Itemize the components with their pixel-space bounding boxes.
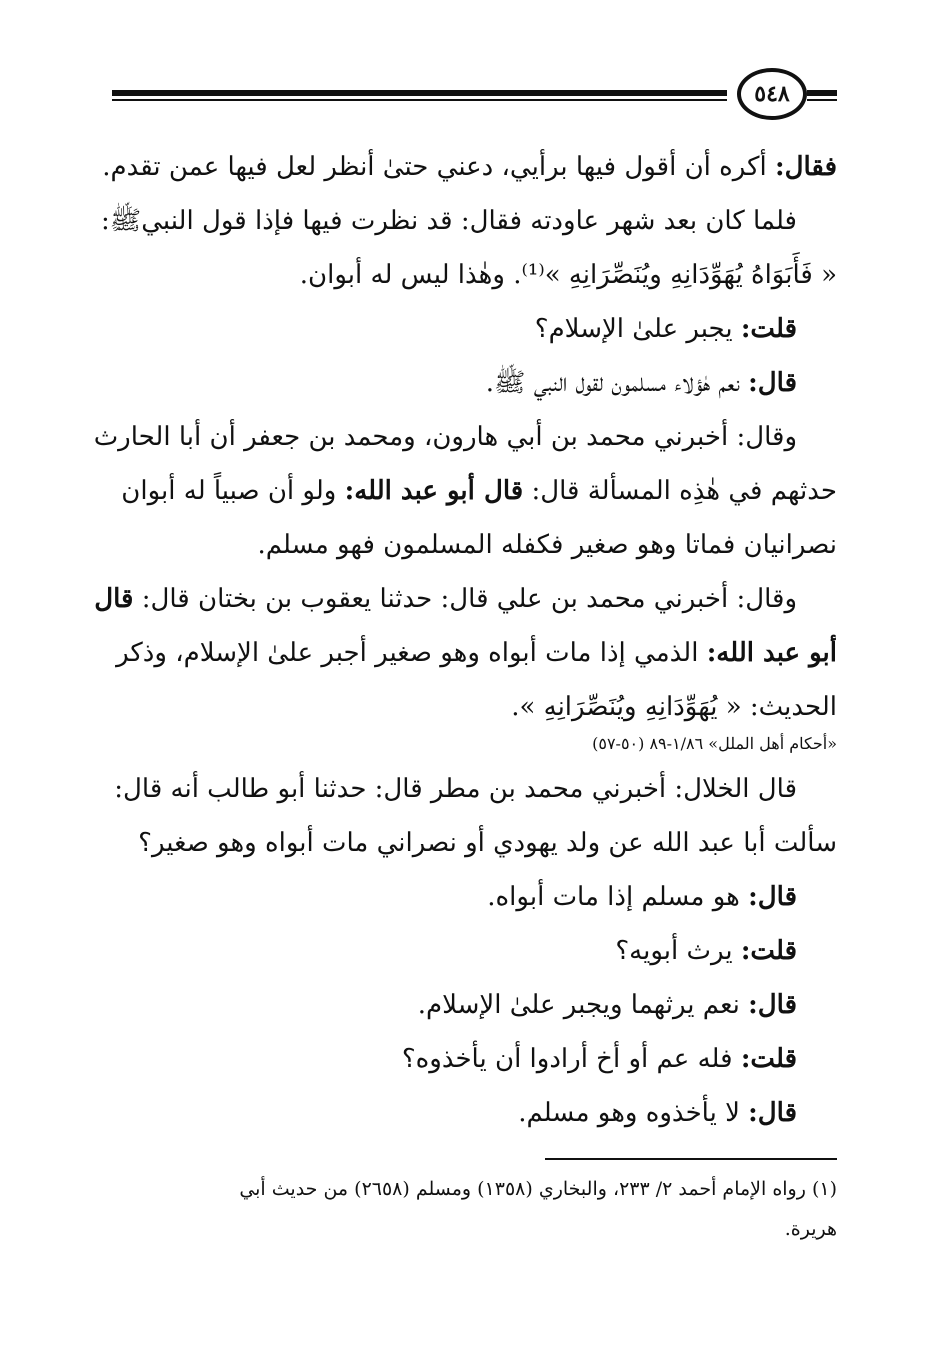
header-rule-thin <box>112 99 727 101</box>
dialogue-line <box>487 870 837 924</box>
header-rule <box>112 90 727 96</box>
speaker-label: قال: <box>748 1098 797 1128</box>
paragraph-line <box>102 140 837 194</box>
paragraph-line: « فَأَبَوَاهُ يُهَوِّدَانِهِ ويُنَصِّرَانِهِ »⁽¹⁾. وهٰذا ليس له أبوان. <box>299 260 837 290</box>
line-text: ولو أن صبياً له أبوان <box>121 476 345 506</box>
dialogue-line <box>418 978 837 1032</box>
page-number: ٥٤٨ <box>737 68 807 120</box>
line-text: أكره أن أقول فيها برأيي، دعني حتىٰ أنظر لعل فيها عمن تقدم. <box>102 152 775 182</box>
paragraph-line <box>116 626 837 680</box>
line-text: يرث أبويه؟ <box>615 936 741 966</box>
paragraph-line <box>94 572 837 626</box>
paragraph-line: الحديث: « يُهَوِّدَانِهِ ويُنَصِّرَانِهِ ». <box>511 692 837 722</box>
footnote-line: هريرة. <box>784 1218 837 1240</box>
paragraph-line: قال الخلال: أخبرني محمد بن مطر قال: حدثنا أبو طالب أنه قال: <box>114 774 797 804</box>
line-text: لا يأخذوه وهو مسلم. <box>518 1098 749 1128</box>
line-text: يجبر علىٰ الإسلام؟ <box>534 314 741 344</box>
page-header <box>112 64 837 120</box>
speaker-label: قال: <box>748 368 797 398</box>
speaker-label: قال: <box>748 882 797 912</box>
dialogue-line <box>486 356 837 410</box>
bold-phrase: أبو عبد الله: <box>706 638 837 668</box>
footnote-line: (١) رواه الإمام أحمد ٢/ ٢٣٣، والبخاري (١٣٥٨) ومسلم (٢٦٥٨) من حديث أبي <box>239 1178 837 1200</box>
bold-phrase: قال أبو عبد الله: <box>344 476 524 506</box>
footnote-separator <box>545 1158 837 1160</box>
paragraph-line: سألت أبا عبد الله عن ولد يهودي أو نصراني مات أبواه وهو صغير؟ <box>138 828 837 858</box>
line-text: نعم هٰؤلاء مسلمون لقول النبي ﷺ. <box>485 368 749 398</box>
line-text: حدثهم في هٰذِه المسألة قال: <box>523 476 837 506</box>
line-text: الذمي إذا مات أبواه وهو صغير أجبر علىٰ الإسلام، وذكر <box>116 638 707 668</box>
line-text: فله عم أو أخ أرادوا أن يأخذوه؟ <box>401 1044 741 1074</box>
dialogue-line <box>535 302 837 356</box>
paragraph-line: نصرانيان فماتا وهو صغير فكفله المسلمون فهو مسلم. <box>257 530 837 560</box>
bold-phrase: قال <box>94 584 134 614</box>
source-citation: «أحكام أهل الملل» ١/٨٦-٨٩ (٥٠-٥٧) <box>592 734 837 753</box>
paragraph-line <box>121 464 837 518</box>
speaker-label: قال: <box>748 990 797 1020</box>
header-rule-right-thin <box>807 99 837 101</box>
speaker-label: فقال: <box>775 152 837 182</box>
speaker-label: قلت: <box>740 1044 797 1074</box>
dialogue-line <box>615 924 837 978</box>
dialogue-line <box>518 1086 837 1140</box>
speaker-label: قلت: <box>740 314 797 344</box>
paragraph-line: فلما كان بعد شهر عاودته فقال: قد نظرت فيها فإذا قول النبيﷺ: <box>101 206 797 236</box>
speaker-label: قلت: <box>740 936 797 966</box>
line-text: نعم يرثهما ويجبر علىٰ الإسلام. <box>417 990 749 1020</box>
line-text: وقال: أخبرني محمد بن علي قال: حدثنا يعقوب بن بختان قال: <box>133 584 797 614</box>
paragraph-line: وقال: أخبرني محمد بن أبي هارون، ومحمد بن جعفر أن أبا الحارث <box>93 422 797 452</box>
header-rule-right <box>807 90 837 96</box>
dialogue-line <box>402 1032 837 1086</box>
line-text: هو مسلم إذا مات أبواه. <box>487 882 749 912</box>
